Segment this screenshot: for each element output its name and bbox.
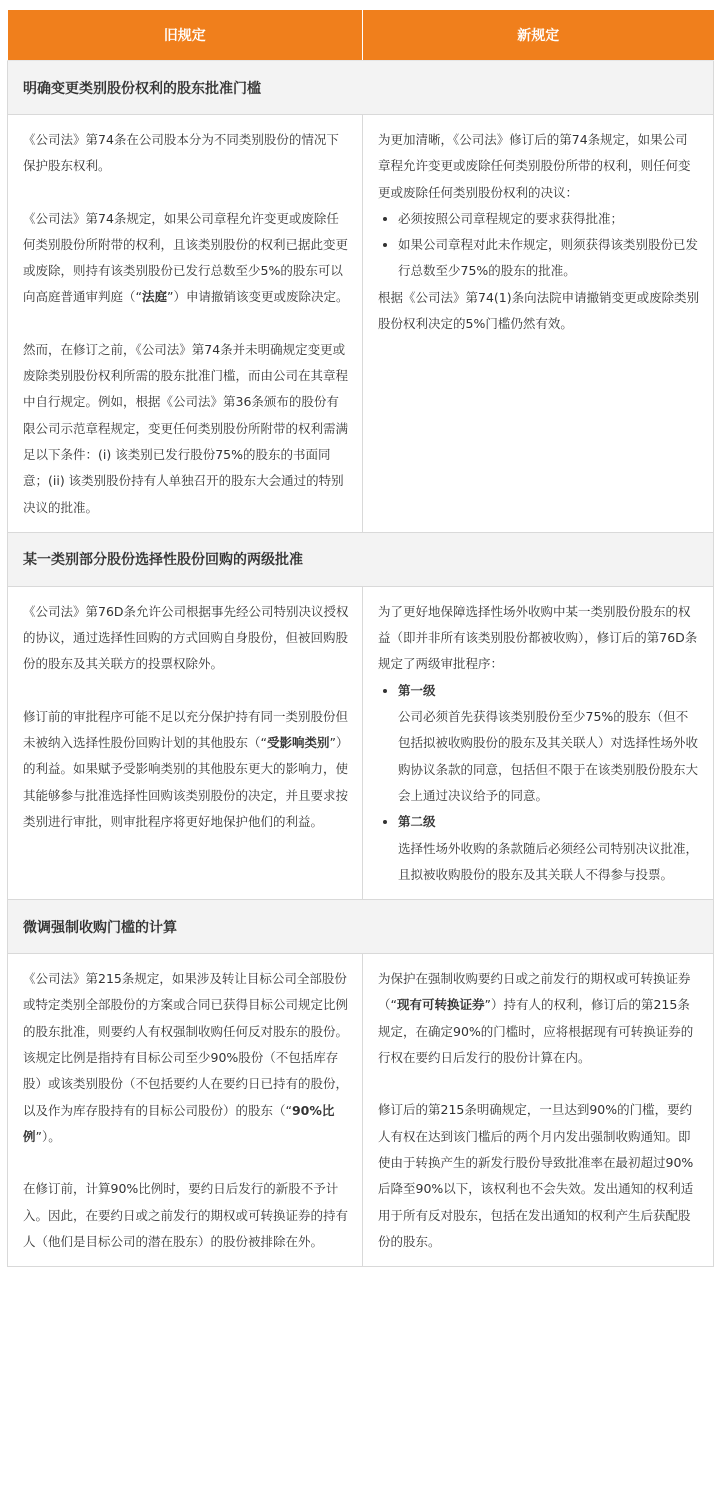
header-new: 新规定 — [363, 10, 714, 61]
paragraph: 为保护在强制收购要约日或之前发行的期权或可转换证券（“现有可转换证券”）持有人的权利，修订后的第215条规定，在确定90%的门槛时，应将根据现有可转换证券的行权在要约日后发行的股份计算在内。 — [378, 971, 694, 1066]
paragraph: 为了更好地保障选择性场外收购中某一类别股份股东的权益（即并非所有该类别股份都被收购），修订后的第76D条规定了两级审批程序： — [378, 603, 698, 672]
new-rule-cell — [363, 954, 714, 1267]
defined-term: 现有可转换证券 — [396, 997, 485, 1013]
old-rule-cell — [8, 115, 363, 533]
section-row — [8, 900, 714, 954]
paragraph: 为更加清晰，《公司法》修订后的第74条规定，如果公司章程允许变更或废除任何类别股份所带的权利，则任何变更或废除任何类别股份权利的决议： — [378, 132, 691, 200]
bullet-list — [378, 206, 700, 285]
comparison-table — [7, 10, 714, 1267]
list-item: • 如果公司章程对此未作规定，则须获得该类别股份已发行总数至少75%的股东的批准。 — [398, 232, 700, 285]
defined-term: 法庭 — [141, 289, 167, 305]
content-row — [8, 954, 714, 1267]
section-title: 某一类别部分股份选择性股份回购的两级批准 — [8, 532, 714, 586]
paragraph: 修订后的第215条明确规定，一旦达到90%的门槛，要约人有权在达到该门槛后的两个月内发出强制收购通知。即使由于转换产生的新发行股份导致批准率在最初超过90%后降至90%以下，该权利也不会失效。发出通知的权利适用于所有反对股东，包括在发出通知的权利产生后获配股份的股东。 — [378, 1102, 694, 1249]
section-row — [8, 532, 714, 586]
comparison-table-container — [7, 10, 713, 1267]
section-title: 明确变更类别股份权利的股东批准门槛 — [8, 61, 714, 115]
section-row — [8, 61, 714, 115]
paragraph: 在修订前，计算90%比例时，要约日后发行的新股不予计入。因此，在要约日或之前发行的期权或可转换证券的持有人（他们是目标公司的潜在股东）的股份被排除在外。 — [23, 1181, 349, 1249]
list-item-text: 选择性场外收购的条款随后必须经公司特别决议批准，且拟被收购股份的股东及其关联人不得参与投票。 — [398, 840, 699, 882]
list-item: • 必须按照公司章程规定的要求获得批准； — [398, 206, 700, 232]
paragraph: 然而，在修订之前，《公司法》第74条并未明确规定变更或废除类别股份权利所需的股东批准门槛，而由公司在其章程中自行规定。例如，根据《公司法》第36条颁布的股份有限公司示范章程规定，变更任何类别股份所附带的权利需满足以下条件：(i) 该类别已发行股份75%的股东的书面同意；(ii) 该类别股份持有人单独召开的股东大会通过的特别决议的批准。 — [23, 341, 349, 515]
old-rule-cell — [8, 954, 363, 1267]
paragraph: 《公司法》第215条规定，如果涉及转让目标公司全部股份或特定类别全部股份的方案或合同已获得目标公司规定比例的股东批准，则要约人有权强制收购任何反对股东的股份。该规定比例是指持有目标公司至少90%股份（不包括库存股）或该类别股份（不包括要约人在要约日已持有的股份，以及作为库存股持有的目标公司股份）的股东（“90%比例”）。 — [23, 971, 349, 1144]
content-row — [8, 586, 714, 899]
bullet-list — [378, 678, 700, 888]
list-item-title: 第二级 — [398, 814, 436, 830]
content-row — [8, 115, 714, 533]
paragraph: 《公司法》第74条在公司股本分为不同类别股份的情况下保护股东权利。 — [23, 132, 339, 174]
old-rule-cell — [8, 586, 363, 899]
defined-term: 90%比例 — [23, 1102, 335, 1144]
paragraph: 《公司法》第74条规定，如果公司章程允许变更或废除任何类别股份所附带的权利，且该类别股份的权利已据此变更或废除，则持有该类别股份已发行总数至少5%的股东可以向高庭普通审判庭（“法庭”）申请撤销该变更或废除决定。 — [23, 210, 349, 305]
list-item-title: 第一级 — [398, 682, 436, 698]
paragraph: 修订前的审批程序可能不足以充分保护持有同一类别股份但未被纳入选择性股份回购计划的其他股东（“受影响类别”）的利益。如果赋予受影响类别的其他股东更大的影响力，使其能够参与批准选择性回购该类别股份的决定，并且要求按类别进行审批，则审批程序将更好地保护他们的利益。 — [23, 708, 349, 829]
header-old: 旧规定 — [8, 10, 363, 61]
list-item-text: 公司必须首先获得该类别股份至少75%的股东（但不包括拟被收购股份的股东及其关联人）对选择性场外收购协议条款的同意，包括但不限于在该类别股份股东大会上通过决议给予的同意。 — [398, 709, 699, 803]
paragraph: 《公司法》第76D条允许公司根据事先经公司特别决议授权的协议，通过选择性回购的方式回购自身股份，但被回购股份的股东及其关联方的投票权除外。 — [23, 603, 349, 672]
list-item — [398, 678, 700, 809]
header-row — [8, 10, 714, 61]
section-title: 微调强制收购门槛的计算 — [8, 900, 714, 954]
defined-term: 受影响类别 — [266, 735, 330, 751]
new-rule-cell — [363, 115, 714, 533]
list-item — [398, 809, 700, 888]
new-rule-cell — [363, 586, 714, 899]
paragraph: 根据《公司法》第74(1)条向法院申请撤销变更或废除类别股份权利决定的5%门槛仍然有效。 — [378, 289, 700, 332]
